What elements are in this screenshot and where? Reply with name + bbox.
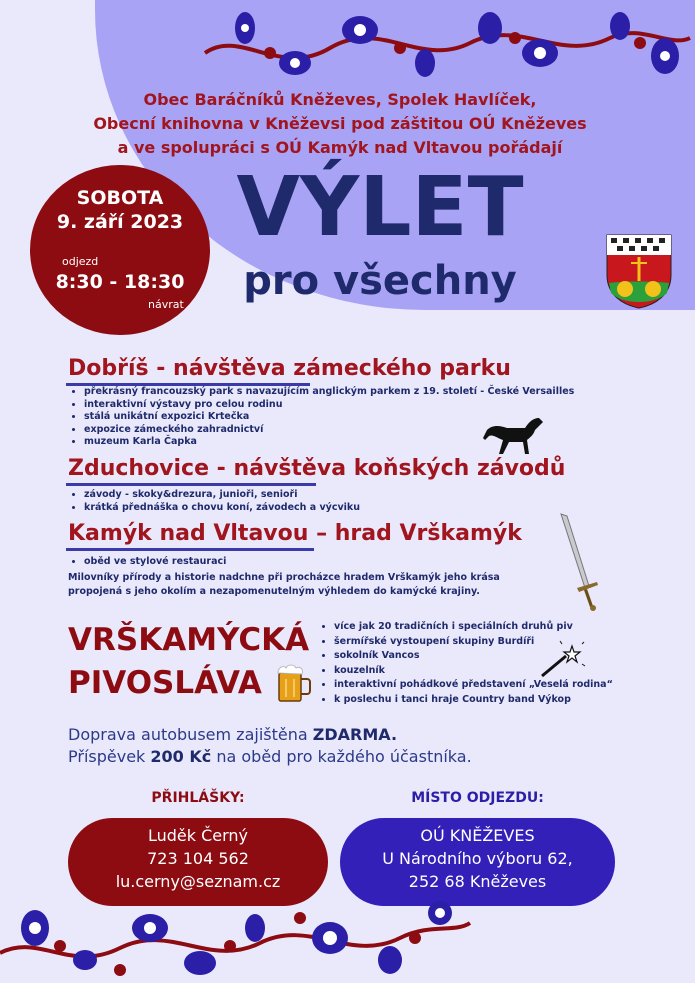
section-2-title: Zduchovice - návštěva koňských závodů <box>68 456 566 481</box>
floral-ornament-icon <box>0 898 475 983</box>
list-item: • sokolník Vancos <box>334 649 613 664</box>
page-title: VÝLET <box>236 160 524 255</box>
departure-label: odjezd <box>62 255 99 268</box>
festival-title-line-2: PIVOSLÁVA <box>68 665 262 701</box>
registration-label: PŘIHLÁŠKY: <box>151 790 245 806</box>
time-range: 8:30 - 18:30 <box>55 271 185 293</box>
list-item: • překrásný francouzský park s navazujícím anglickým parkem z 19. století - České Versailles <box>84 386 574 399</box>
contact-name: Luděk Černý <box>147 826 249 845</box>
departure-place-label: MÍSTO ODJEZDU: <box>411 790 544 806</box>
date-badge <box>30 165 210 335</box>
list-item: • muzeum Karla Čapka <box>84 436 574 449</box>
return-label: návrat <box>148 298 184 311</box>
magic-wand-icon <box>538 640 586 680</box>
transport-line: Doprava autobusem zajištěna ZDARMA. <box>68 725 398 744</box>
section-2-list <box>68 489 360 514</box>
section-1-title: Dobříš - návštěva zámeckého parku <box>68 356 511 381</box>
departure-line-3: 252 68 Kněževes <box>408 872 547 891</box>
list-item: • stálá unikátní expozici Krtečka <box>84 411 574 424</box>
registration-contact <box>68 818 328 906</box>
list-item: • expozice zámeckého zahradnictví <box>84 424 574 437</box>
list-item: • kouzelník <box>334 664 613 679</box>
section-2-underline <box>66 483 316 486</box>
contact-email[interactable]: lu.cerny@seznam.cz <box>115 872 281 891</box>
page-subtitle: pro všechny <box>243 258 517 304</box>
organizer-line-1: Obec Baráčníků Kněževes, Spolek Havlíček, <box>143 90 537 109</box>
coat-of-arms-icon <box>605 233 673 309</box>
section-3-list <box>68 556 226 569</box>
date-value: 9. září 2023 <box>56 211 184 233</box>
section-3-underline <box>66 548 314 551</box>
organizer-line-3: a ve spolupráci s OÚ Kamýk nad Vltavou pořádají <box>117 138 563 157</box>
list-item: • krátká přednáška o chovu koní, závodech a výcviku <box>84 502 360 515</box>
list-item: • interaktivní pohádkové představení „Veselá rodina“ <box>334 678 613 693</box>
date-day: SOBOTA <box>76 187 164 209</box>
section-3-title: Kamýk nad Vltavou – hrad Vrškamýk <box>68 521 522 546</box>
list-item: • interaktivní výstavy pro celou rodinu <box>84 399 574 412</box>
festival-title-line-1: VRŠKAMÝCKÁ <box>68 622 310 658</box>
list-item: • oběd ve stylové restauraci <box>84 556 226 569</box>
list-item: • více jak 20 tradičních i speciálních druhů piv <box>334 620 613 635</box>
sword-icon <box>553 512 603 612</box>
list-item: • závody - skoky&drezura, junioři, senioři <box>84 489 360 502</box>
list-item: • šermířské vystoupení skupiny Burdíři <box>334 635 613 650</box>
departure-place <box>340 818 615 906</box>
horse-icon <box>483 414 545 460</box>
list-item: • k poslechu i tanci hraje Country band Výkop <box>334 693 613 708</box>
transport-highlight: ZDARMA. <box>312 725 398 744</box>
beer-mug-icon <box>276 663 312 703</box>
departure-line-1: OÚ KNĚŽEVES <box>420 826 535 845</box>
section-3-paragraph: Milovníky přírody a historie nadchne při procházce hradem Vrškamýk jeho krása propojená s jeho okolím a nezapomenutelným výhledem do kamýcké krajiny. <box>68 572 500 597</box>
departure-line-2: U Národního výboru 62, <box>382 849 573 868</box>
floral-ornament-icon <box>200 8 695 88</box>
contribution-amount: 200 Kč <box>150 747 212 766</box>
contact-phone[interactable]: 723 104 562 <box>147 849 249 868</box>
contribution-line: Příspěvek 200 Kč na oběd pro každého účastníka. <box>68 747 472 766</box>
organizer-line-2: Obecní knihovna v Kněževsi pod záštitou OÚ Kněževes <box>93 114 587 133</box>
